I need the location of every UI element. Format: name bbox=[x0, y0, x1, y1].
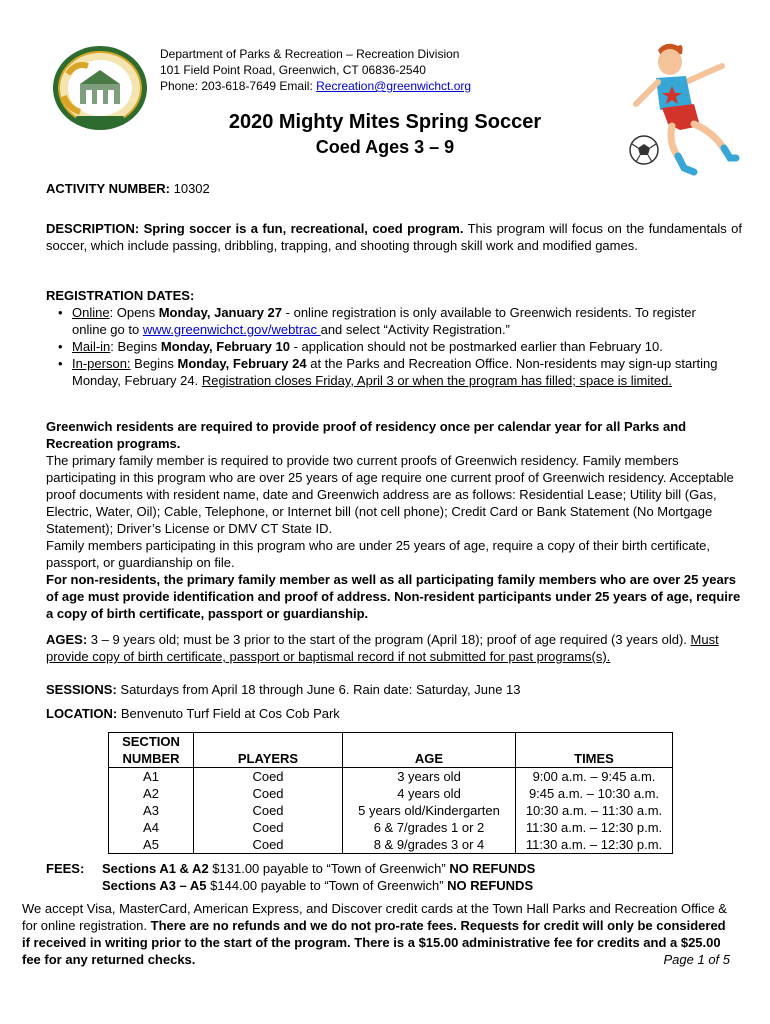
header-age: AGE bbox=[343, 733, 516, 768]
mail-label: Mail-in bbox=[72, 339, 111, 354]
online-text-b: - online registration is only available to Greenwich residents. To register online go to bbox=[72, 305, 696, 337]
ages-requirement: Must provide copy of birth certificate, passport or baptismal record if not submitted for past programs(s). bbox=[46, 632, 719, 664]
cell-section: A1 bbox=[109, 768, 194, 786]
cell-times: 11:30 a.m. – 12:30 p.m. bbox=[516, 836, 673, 854]
fees-sections-a3-a5: Sections A3 – A5 bbox=[102, 878, 207, 893]
person-label: In-person: bbox=[72, 356, 131, 371]
fees-no-refunds-2: NO REFUNDS bbox=[447, 878, 534, 893]
cell-section: A5 bbox=[109, 836, 194, 854]
registration-in-person bbox=[72, 355, 722, 389]
residency-under25: Family members participating in this program who are under 25 years of age, require a copy of their birth certificate, passport, or guardianship on file. bbox=[46, 538, 711, 570]
sessions-text: Saturdays from April 18 through June 6. Rain date: Saturday, June 13 bbox=[116, 682, 521, 697]
cell-times: 11:30 a.m. – 12:30 p.m. bbox=[516, 819, 673, 836]
sessions bbox=[46, 681, 742, 698]
cell-players: Coed bbox=[194, 785, 343, 802]
sections-table-wrap bbox=[108, 732, 673, 854]
cell-section: A2 bbox=[109, 785, 194, 802]
header-players: PLAYERS bbox=[194, 733, 343, 768]
cell-players: Coed bbox=[194, 836, 343, 854]
payment-text: We accept Visa, MasterCard, American Express, and Discover credit cards at the Town Hall Parks and Recreation Office & for online registration. bbox=[22, 901, 727, 933]
table-header-row bbox=[109, 733, 673, 768]
fees-line-1 bbox=[102, 860, 535, 877]
person-text-a: Begins bbox=[130, 356, 178, 371]
activity-number bbox=[46, 180, 742, 197]
mail-date: Monday, February 10 bbox=[160, 339, 290, 354]
location-text: Benvenuto Turf Field at Cos Cob Park bbox=[117, 706, 340, 721]
cell-age: 8 & 9/grades 3 or 4 bbox=[343, 836, 516, 854]
cell-times: 9:45 a.m. – 10:30 a.m. bbox=[516, 785, 673, 802]
table-row bbox=[109, 802, 673, 819]
fees-line-2 bbox=[102, 877, 533, 894]
online-label: Online bbox=[72, 305, 110, 320]
header-section: SECTION NUMBER bbox=[109, 733, 194, 768]
cell-age: 5 years old/Kindergarten bbox=[343, 802, 516, 819]
registration-online bbox=[72, 304, 722, 338]
email-link[interactable]: Recreation@greenwichct.org bbox=[316, 79, 472, 93]
mail-text-a: : Begins bbox=[110, 339, 161, 354]
registration-label: REGISTRATION DATES: bbox=[46, 288, 195, 303]
fees-no-refunds-1: NO REFUNDS bbox=[449, 861, 536, 876]
residency-nonres: For non-residents, the primary family member as well as all participating family members who are over 25 years of age must provide identification and proof of address. Non-resident participants under 25 years of age, require a copy of birth certificate, passport or guardianship. bbox=[46, 572, 741, 621]
cell-age: 4 years old bbox=[343, 785, 516, 802]
table-row bbox=[109, 768, 673, 786]
header-address: 101 Field Point Road, Greenwich, CT 06836-2540 bbox=[160, 63, 426, 77]
fees-sections-a1-a2: Sections A1 & A2 bbox=[102, 861, 209, 876]
cell-times: 9:00 a.m. – 9:45 a.m. bbox=[516, 768, 673, 786]
payment-bold: There are no refunds and we do not pro-rate fees. Requests for credit will only be considered if received in writing prior to the start of the program. There is a $15.00 administrative fee for credits and a $25.00 fee for any returned checks. bbox=[22, 918, 726, 967]
ages-text: 3 – 9 years old; must be 3 prior to the start of the program (April 18); proof of age required (3 years old). bbox=[87, 632, 691, 647]
sections-table bbox=[108, 732, 673, 854]
cell-section: A4 bbox=[109, 819, 194, 836]
page-title: 2020 Mighty Mites Spring Soccer bbox=[228, 111, 542, 133]
online-text-c: and select “Activity Registration.” bbox=[320, 322, 510, 337]
description-label: DESCRIPTION: Spring soccer is a fun, recreational, coed program. bbox=[46, 221, 464, 236]
cell-age: 3 years old bbox=[343, 768, 516, 786]
location bbox=[46, 705, 742, 722]
header-contact bbox=[160, 78, 471, 94]
ages bbox=[46, 631, 742, 665]
residency-heading: Greenwich residents are required to provide proof of residency once per calendar year for all Parks and Recreation programs. bbox=[46, 419, 687, 451]
description bbox=[46, 220, 742, 254]
fees-label: FEES: bbox=[46, 861, 85, 876]
table-row bbox=[109, 785, 673, 802]
fees-amount-2: $144.00 payable to “Town of Greenwich” bbox=[206, 878, 448, 893]
description-text: This program will focus on the fundamentals of soccer, which include passing, dribbling, trapping, and shooting through skill work and modified games. bbox=[46, 221, 742, 253]
location-label: LOCATION: bbox=[46, 706, 118, 721]
header-dept: Department of Parks & Recreation – Recreation Division bbox=[160, 47, 460, 61]
fees-amount-1: $131.00 payable to “Town of Greenwich” bbox=[208, 861, 450, 876]
cell-times: 10:30 a.m. – 11:30 a.m. bbox=[516, 802, 673, 819]
sessions-label: SESSIONS: bbox=[46, 682, 117, 697]
registration-mail bbox=[72, 338, 722, 355]
page-subtitle: Coed Ages 3 – 9 bbox=[315, 137, 455, 157]
registration-section bbox=[46, 287, 742, 389]
residency-body: The primary family member is required to provide two current proofs of Greenwich residency. Family members participating in this program who are over 25 years of age require one current proof of Greenwich residency. Acceptable proof documents with resident name, date and Greenwich address are as follows: Residential Lease; Utility bill (Gas, Electric, Water, Oil); Cable, Telephone, or Internet bill (not cell phone); Credit Card or Bank Statement (No Mortgage Statement); Driver’s License or DMV CT State ID. bbox=[46, 453, 734, 536]
cell-players: Coed bbox=[194, 768, 343, 786]
page-number: Page 1 of 5 bbox=[663, 952, 730, 967]
person-date: Monday, February 24 bbox=[177, 356, 307, 371]
ages-label: AGES: bbox=[46, 632, 88, 647]
online-date: Monday, January 27 bbox=[158, 305, 283, 320]
residency-section bbox=[46, 418, 742, 622]
registration-closes: Registration closes Friday, April 3 or when the program has filled; space is limited. bbox=[201, 373, 672, 388]
mail-text-b: - application should not be postmarked earlier than February 10. bbox=[289, 339, 663, 354]
cell-players: Coed bbox=[194, 819, 343, 836]
header-phone: Phone: 203-618-7649 Email: bbox=[160, 79, 317, 93]
webtrac-link[interactable]: www.greenwichct.gov/webtrac bbox=[142, 322, 321, 337]
header-times: TIMES bbox=[516, 733, 673, 768]
online-text-a: : Opens bbox=[109, 305, 159, 320]
cell-age: 6 & 7/grades 1 or 2 bbox=[343, 819, 516, 836]
cell-players: Coed bbox=[194, 802, 343, 819]
cell-section: A3 bbox=[109, 802, 194, 819]
person-text-b: at the Parks and Recreation Office. Non-residents may sign-up starting Monday, February 24. bbox=[72, 356, 718, 388]
activity-label: ACTIVITY NUMBER: bbox=[46, 181, 170, 196]
table-row bbox=[109, 819, 673, 836]
activity-value: 10302 bbox=[173, 181, 210, 196]
table-row bbox=[109, 836, 673, 854]
payment-policy bbox=[22, 900, 734, 968]
